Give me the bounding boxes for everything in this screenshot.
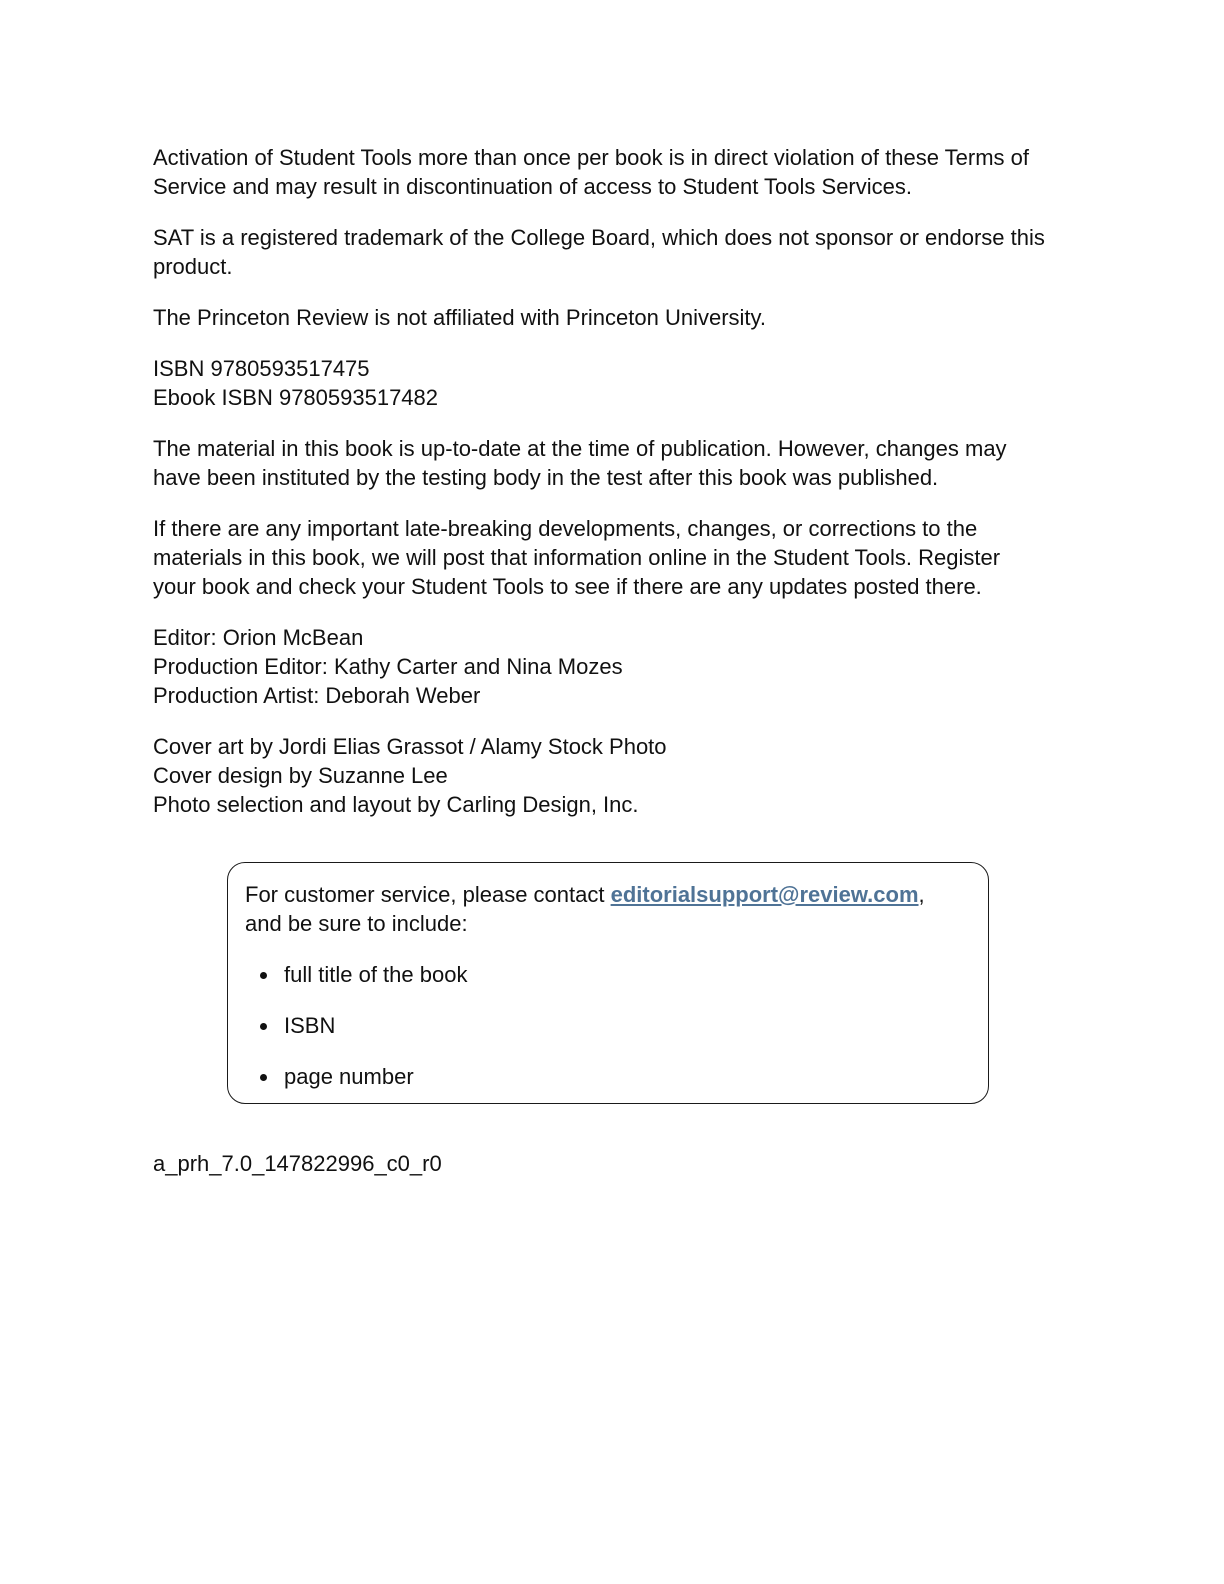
list-item	[245, 960, 972, 989]
paragraph-trademark-notice	[153, 223, 1073, 281]
intro-suffix: ,	[918, 882, 925, 907]
paragraph-material-notice	[153, 434, 1073, 492]
footer-code: a_prh_7.0_147822996_c0_r0	[153, 1151, 442, 1176]
text-line: SAT is a registered trademark of the College Board, which does not sponsor or endorse this	[153, 225, 1045, 250]
customer-service-box	[227, 862, 989, 1104]
isbn-ebook: Ebook ISBN 9780593517482	[153, 385, 439, 410]
list-item-label: full title of the book	[284, 962, 468, 987]
bullet-icon	[260, 972, 267, 979]
bullet-icon	[260, 1023, 267, 1030]
copyright-page	[153, 143, 1073, 1200]
isbn-print: ISBN 9780593517475	[153, 356, 370, 381]
credit-production-artist: Production Artist: Deborah Weber	[153, 683, 481, 708]
text-line: your book and check your Student Tools to see if there are any updates posted there.	[153, 574, 982, 599]
text-line: If there are any important late-breaking developments, changes, or corrections to the	[153, 516, 978, 541]
text-line: materials in this book, we will post that information online in the Student Tools. Register	[153, 545, 1001, 570]
paragraph-editorial-credits	[153, 623, 1073, 710]
support-email-link[interactable]: editorialsupport@review.com	[610, 882, 919, 907]
customer-service-intro	[245, 880, 972, 938]
text-line: The material in this book is up-to-date at the time of publication. However, changes may	[153, 436, 1007, 461]
text-line: Service and may result in discontinuation of access to Student Tools Services.	[153, 174, 912, 199]
paragraph-activation-notice	[153, 143, 1073, 201]
text-line: Activation of Student Tools more than once per book is in direct violation of these Terms of	[153, 145, 1030, 170]
intro-prefix: For customer service, please contact	[245, 882, 611, 907]
list-item	[245, 1011, 972, 1040]
credit-photo-layout: Photo selection and layout by Carling Design, Inc.	[153, 792, 639, 817]
paragraph-cover-credits	[153, 732, 1073, 819]
text-line: product.	[153, 254, 233, 279]
paragraph-affiliation-notice	[153, 303, 1073, 332]
credit-editor: Editor: Orion McBean	[153, 625, 364, 650]
include-list	[245, 960, 972, 1091]
list-item-label: page number	[284, 1064, 414, 1089]
intro-line-2: and be sure to include:	[245, 911, 468, 936]
list-item	[245, 1062, 972, 1091]
paragraph-updates-notice	[153, 514, 1073, 601]
credit-cover-design: Cover design by Suzanne Lee	[153, 763, 448, 788]
list-item-label: ISBN	[284, 1013, 336, 1038]
paragraph-isbn	[153, 354, 1073, 412]
bullet-icon	[260, 1074, 267, 1081]
text-line: have been instituted by the testing body in the test after this book was published.	[153, 465, 939, 490]
credit-production-editor: Production Editor: Kathy Carter and Nina Mozes	[153, 654, 623, 679]
credit-cover-art: Cover art by Jordi Elias Grassot / Alamy Stock Photo	[153, 734, 667, 759]
text-line: The Princeton Review is not affiliated with Princeton University.	[153, 305, 767, 330]
